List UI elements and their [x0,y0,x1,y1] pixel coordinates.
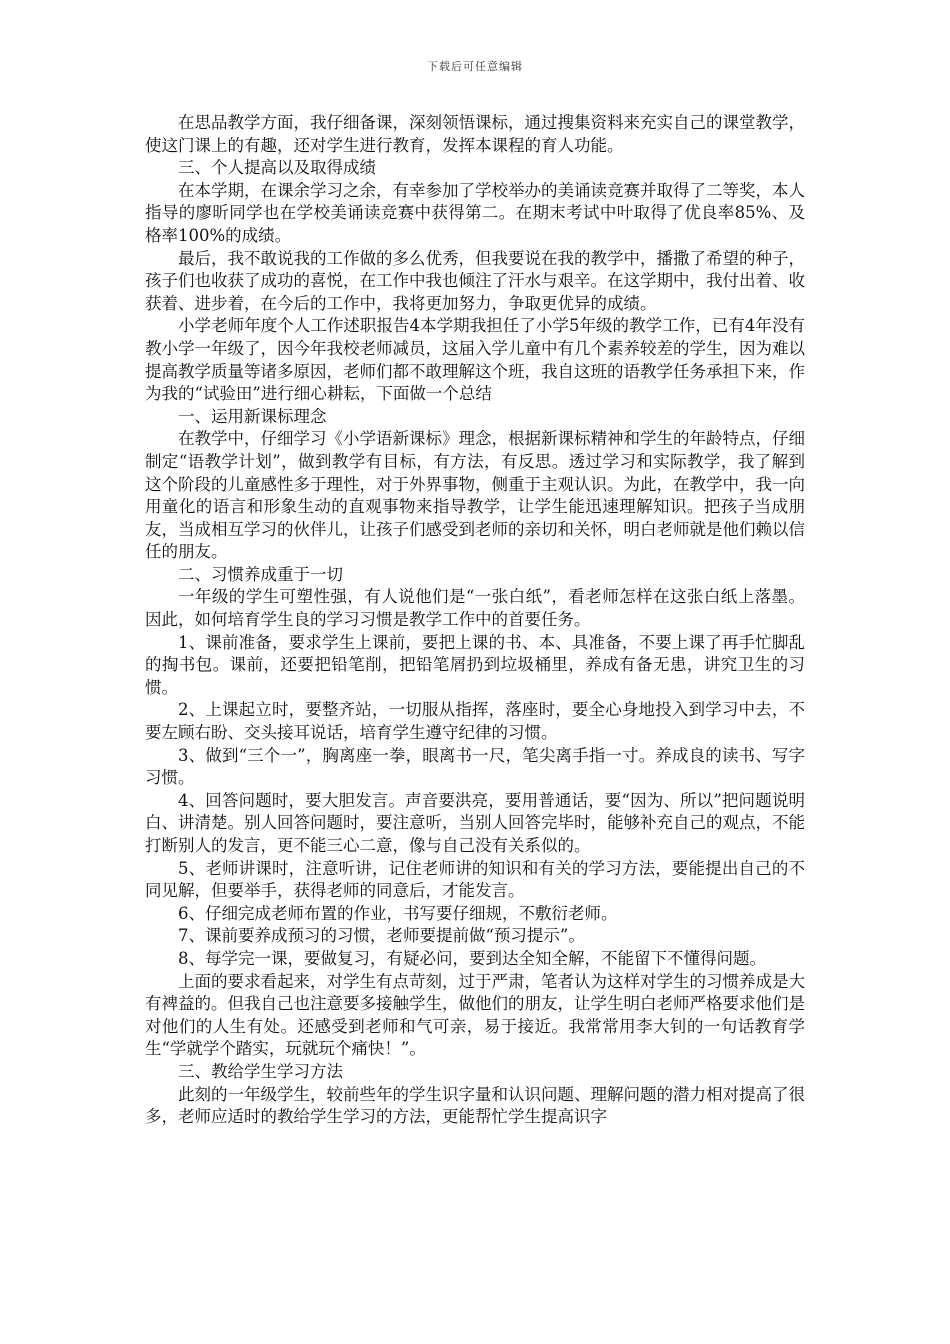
list-item: 5、老师讲课时，注意听讲，记住老师讲的知识和有关的学习方法，要能提出自己的不同见解，但要举手，获得老师的同意后，才能发言。 [145,858,805,901]
list-item: 7、课前要养成预习的习惯，老师要提前做“预习提示”。 [178,926,585,946]
section-heading: 三、个人提高以及取得成绩 [178,158,376,178]
list-item: 2、上课起立时，要整齐站，一切服从指挥，落座时，要全心身地投入到学习中去，不要左顾右盼、交头接耳说话，培育学生遵守纪律的习惯。 [145,700,805,743]
section-heading: 三、教给学生学习方法 [178,1061,343,1081]
list-item: 8、每学完一课，要做复习，有疑必问，要到达全知全解，不能留下不懂得问题。 [178,948,766,968]
paragraph: 小学老师年度个人工作述职报告4本学期我担任了小学5年级的教学工作，已有4年没有教小学一年级了，因今年我校老师减员，这届入学儿童中有几个素养较差的学生，因为难以提高教学质量等诸多原因，老师们都不敢理解这个班，我自这班的语教学任务承担下来，作为我的“试验田”进行细心耕耘，下面做一个总结 [145,316,805,404]
section-heading: 一、运用新课标理念 [178,406,327,426]
paragraph: 一年级的学生可塑性强，有人说他们是“一张白纸”，看老师怎样在这张白纸上落墨。因此，如何培育学生良的学习习惯是教学工作中的首要任务。 [145,587,805,630]
document-body [145,112,805,1129]
list-item: 1、课前准备，要求学生上课前，要把上课的书、本、具准备，不要上课了再手忙脚乱的掏书包。课前，还要把铅笔削，把铅笔屑扔到垃圾桶里，养成有备无患，讲究卫生的习惯。 [145,632,805,697]
section-heading: 二、习惯养成重于一切 [178,564,343,584]
page-header: 下载后可任意编辑 [427,60,523,73]
paragraph: 上面的要求看起来，对学生有点苛刻，过于严肃，笔者认为这样对学生的习惯养成是大有裨益的。但我自己也注意要多接触学生，做他们的朋友，让学生明白老师严格要求他们是对他们的人生有处。还感受到老师和气可亲，易于接近。我常常用李大钊的一句话教育学生“学就学个踏实，玩就玩个痛快！”。 [145,971,805,1059]
paragraph: 此刻的一年级学生，较前些年的学生识字量和认识问题、理解问题的潜力相对提高了很多，老师应适时的教给学生学习的方法，更能帮忙学生提高识字 [145,1084,805,1127]
paragraph: 在教学中，仔细学习《小学语新课标》理念，根据新课标精神和学生的年龄特点，仔细制定“语教学计划”，做到教学有目标，有方法，有反思。透过学习和实际教学，我了解到这个阶段的儿童感性多于理性，对于外界事物，侧重于主观认识。为此，在教学中，我一向用童化的语言和形象生动的直观事物来指导教学，让学生能迅速理解知识。把孩子当成朋友，当成相互学习的伙伴儿，让孩子们感受到老师的亲切和关怀，明白老师就是他们赖以信任的朋友。 [145,429,805,562]
list-item: 4、回答问题时，要大胆发言。声音要洪亮，要用普通话，要“因为、所以”把问题说明白、讲清楚。别人回答问题时，要注意听，当别人回答完毕时，能够补充自己的观点，不能打断别人的发言，更不能三心二意，像与自己没有关系似的。 [145,790,805,855]
paragraph: 在本学期，在课余学习之余，有幸参加了学校举办的美诵读竞赛并取得了二等奖，本人指导的廖昕同学也在学校美诵读竞赛中获得第二。在期末考试中叶取得了优良率85%、及格率100%的成绩。 [145,180,805,245]
paragraph: 在思品教学方面，我仔细备课，深刻领悟课标，通过搜集资料来充实自己的课堂教学，使这门课上的有趣，还对学生进行教育，发挥本课程的育人功能。 [145,113,805,155]
list-item: 3、做到“三个一”，胸离座一拳，眼离书一尺，笔尖离手指一寸。养成良的读书、写字习惯。 [145,745,805,788]
list-item: 6、仔细完成老师布置的作业，书写要仔细规，不敷衍老师。 [178,903,618,923]
paragraph: 最后，我不敢说我的工作做的多么优秀，但我要说在我的教学中，播撒了希望的种子，孩子们也收获了成功的喜悦，在工作中我也倾注了汗水与艰辛。在这学期中，我付出着、收获着、进步着，在今后的工作中，我将更加努力，争取更优异的成绩。 [145,248,805,313]
